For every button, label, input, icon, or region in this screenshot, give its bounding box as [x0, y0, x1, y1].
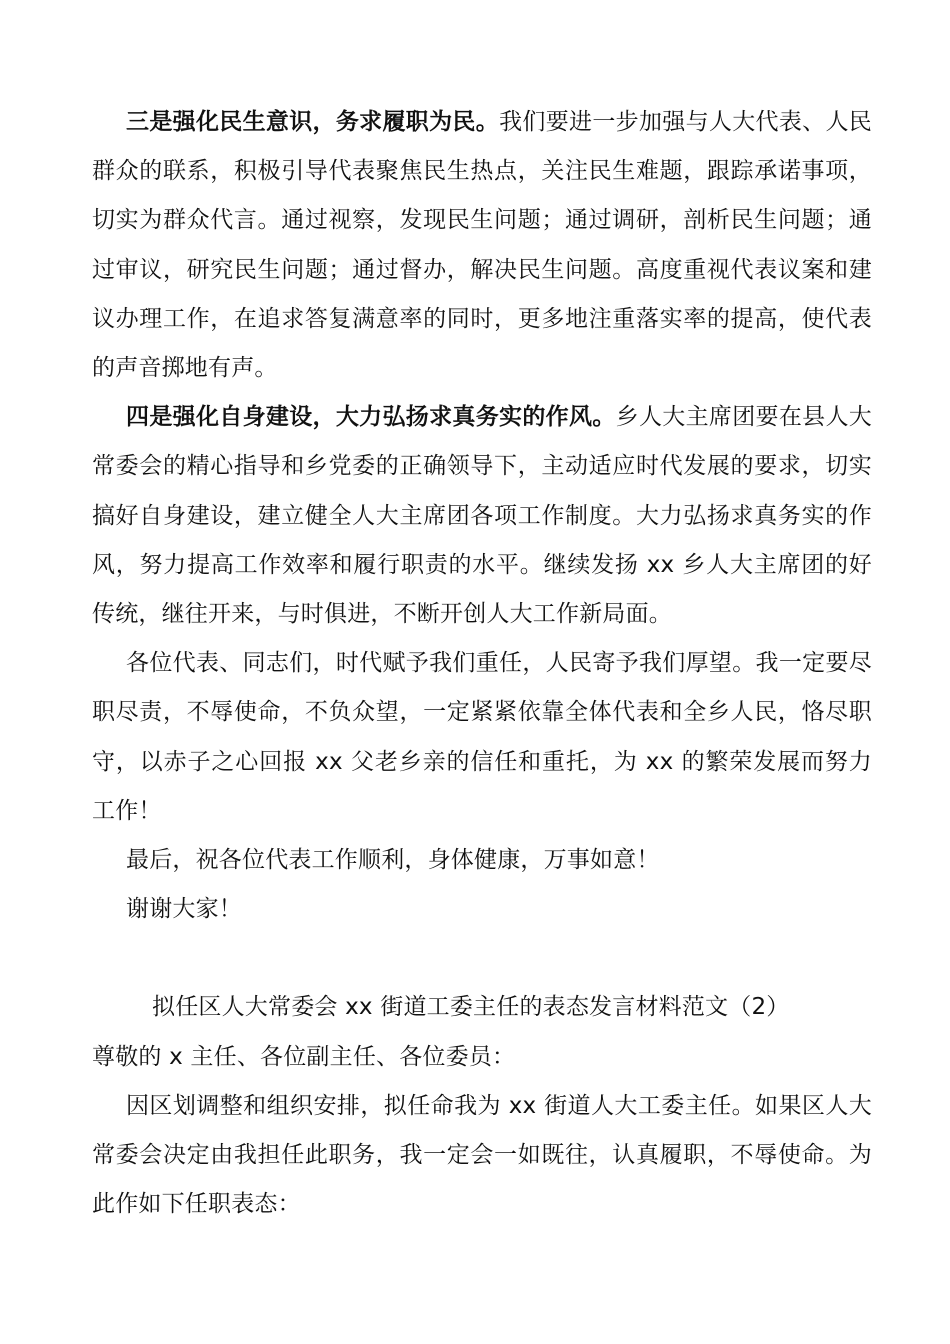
paragraph-body: 乡人大主席团要在县人大常委会的精心指导和乡党委的正确领导下，主动适应时代发展的要求，切实搞好自身建设，建立健全人大主席团各项工作制度。大力弘扬求真务实的作风，努力提高工作效率和履行职责的水平。继续发扬 xx 乡人大主席团的好传统，继往开来，与时俱进，不断开创人大工作新局面。	[92, 404, 872, 628]
paragraph-wishes: 最后，祝各位代表工作顺利，身体健康，万事如意！	[126, 847, 660, 874]
blank-line	[92, 934, 872, 983]
paragraph-self-building	[92, 393, 872, 639]
paragraph-body: 我们要进一步加强与人大代表、人民群众的联系，积极引导代表聚焦民生热点，关注民生难题，跟踪承诺事项，切实为群众代言。通过视察，发现民生问题；通过调研，剖析民生问题；通过审议，研究民生问题；通过督办，解决民生问题。高度重视代表议案和建议办理工作，在追求答复满意率的同时，更多地注重落实率的提高，使代表的声音掷地有声。	[92, 109, 873, 382]
salutation: 尊敬的 x 主任、各位副主任、各位委员：	[92, 1043, 516, 1070]
paragraph-people-livelihood	[92, 98, 872, 393]
section-heading: 拟任区人大常委会 xx 街道工委主任的表态发言材料范文（2）	[152, 994, 790, 1021]
paragraph-lead-bold: 三是强化民生意识，务求履职为民。	[126, 109, 500, 135]
paragraph-commitment: 各位代表、同志们，时代赋予我们重任，人民寄予我们厚望。我一定要尽职尽责，不辱使命，不负众望，一定紧紧依靠全体代表和全乡人民，恪尽职守，以赤子之心回报 xx 父老乡亲的信任和重托，为 xx 的繁荣发展而努力工作！	[92, 650, 872, 824]
paragraph-lead-bold: 四是强化自身建设，大力弘扬求真务实的作风。	[126, 404, 616, 431]
paragraph-intro: 因区划调整和组织安排，拟任命我为 xx 街道人大工委主任。如果区人大常委会决定由我担任此职务，我一定会一如既往，认真履职，不辱使命。为此作如下任职表态：	[92, 1092, 872, 1218]
document-page	[92, 98, 872, 1229]
paragraph-thanks: 谢谢大家！	[126, 896, 242, 923]
